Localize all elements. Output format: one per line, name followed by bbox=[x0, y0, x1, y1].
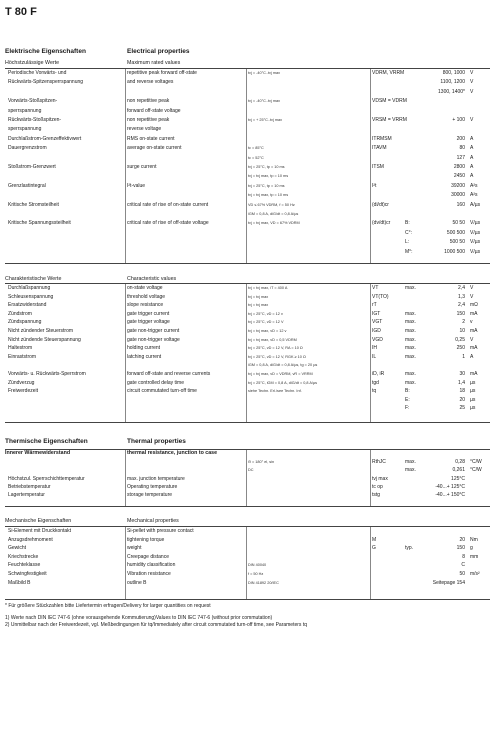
param-value: 2,4 bbox=[458, 285, 465, 291]
param-unit: V bbox=[470, 88, 474, 95]
footnote-1: 1) Werte nach DIN IEC 747-6 (ohne vorausgehende Kommutierung)Values to DIN IEC 747-6 (without prior commutation) bbox=[5, 615, 273, 621]
param-symbol: tstg bbox=[372, 492, 381, 498]
test-condition: iGM = 0,8 A, diG/dt = 0,8 A/µs bbox=[248, 212, 299, 216]
column-divider bbox=[125, 450, 126, 506]
param-unit: V/µs bbox=[470, 229, 481, 236]
param-name-en: non repetitive peak bbox=[127, 98, 170, 105]
column-divider bbox=[246, 69, 247, 263]
param-name-en: tightening torque bbox=[127, 536, 165, 543]
test-condition: f = 50 Hz bbox=[248, 572, 264, 576]
param-value: 1,3 bbox=[458, 293, 465, 300]
param-unit: g bbox=[470, 545, 473, 552]
param-symbol: VT(TO) bbox=[372, 293, 389, 300]
param-name-en: reverse voltage bbox=[127, 126, 162, 133]
subheader-en: Characteristic values bbox=[127, 276, 177, 282]
param-symbol: tvj max bbox=[372, 475, 388, 482]
param-unit: A bbox=[470, 164, 474, 170]
param-name-en: max. junction temperature bbox=[127, 475, 185, 482]
param-name-en: I²t-value bbox=[127, 182, 146, 189]
param-unit: µs bbox=[470, 388, 476, 395]
footnote-star: * Für größere Stückzahlen bitte Liefertermin erfragen/Delivery for larger quantities on request bbox=[5, 603, 211, 609]
test-condition: Θ = 180° el, sin bbox=[248, 460, 275, 465]
section-header-en: Electrical properties bbox=[127, 48, 190, 55]
column-divider bbox=[370, 284, 371, 422]
param-value: 500 500 bbox=[446, 229, 465, 236]
param-name-de: Schleusenspannung bbox=[8, 293, 54, 300]
table-mech bbox=[5, 526, 490, 600]
value-qualifier: max. bbox=[405, 379, 416, 386]
param-name-en: Si-pellet with pressure contact bbox=[127, 528, 194, 534]
param-unit: A bbox=[470, 135, 474, 142]
param-name-en: holding current bbox=[127, 345, 161, 352]
param-name-en: non repetitive peak bbox=[127, 117, 170, 123]
param-value: 8 bbox=[462, 553, 465, 560]
param-name-de: Zündstrom bbox=[8, 310, 32, 317]
param-value: 30000 bbox=[451, 192, 465, 199]
param-unit: mA bbox=[470, 310, 478, 317]
test-condition: tvj = tvj max, vD = VDRM, vR = VRRM bbox=[248, 372, 313, 376]
param-unit: °C/W bbox=[470, 459, 482, 466]
column-divider bbox=[246, 450, 247, 506]
param-name-de: Rückwärts-Stoßspitzen- bbox=[8, 117, 62, 123]
param-value: 39200 bbox=[451, 182, 465, 189]
param-name-en: average on-state current bbox=[127, 145, 182, 152]
param-value: 0,28 bbox=[455, 459, 465, 466]
param-symbol: tq bbox=[372, 388, 377, 395]
param-name-en: Creepage distance bbox=[127, 553, 169, 560]
column-divider bbox=[246, 527, 247, 599]
param-name-en: humidity classification bbox=[127, 562, 176, 569]
param-value: + 100 bbox=[452, 117, 465, 123]
param-unit: µs bbox=[470, 396, 476, 403]
param-name-en: slope resistance bbox=[127, 302, 164, 309]
table-char bbox=[5, 283, 490, 423]
param-unit: V/µs bbox=[470, 248, 481, 255]
column-divider bbox=[370, 527, 371, 599]
param-name-en: gate trigger current bbox=[127, 310, 170, 317]
param-symbol: iD, iR bbox=[372, 371, 385, 377]
param-name-de: Höchstzul. Sperrschichttemperatur bbox=[8, 475, 85, 482]
test-condition: iGM = 0,8 A, diG/dt = 0,8 A/µs, tg = 20 µs bbox=[248, 363, 318, 368]
value-qualifier: M°: bbox=[405, 248, 413, 255]
table-max bbox=[5, 68, 490, 264]
test-condition: tvj = tvj max, VD = 67% VDRM bbox=[248, 221, 300, 226]
param-unit: A/µs bbox=[470, 201, 481, 208]
param-symbol: RthJC bbox=[372, 459, 386, 466]
param-value: 150 bbox=[456, 310, 465, 317]
test-condition: siehe Techn. Erl./see Techn. Inf. bbox=[248, 389, 302, 394]
param-unit: v bbox=[470, 319, 473, 326]
param-name-de: Haltestrom bbox=[8, 345, 33, 352]
param-value: -40...+ 150°C bbox=[435, 492, 465, 498]
param-value: 200 bbox=[456, 135, 465, 142]
param-name-en: RMS on-state current bbox=[127, 135, 175, 142]
test-condition: DC bbox=[248, 468, 254, 473]
param-unit: V bbox=[470, 336, 474, 343]
param-value: 1,4 bbox=[458, 379, 465, 386]
test-condition: DIN 41892 20/IEC bbox=[248, 580, 279, 585]
value-qualifier: B: bbox=[405, 220, 410, 227]
column-divider bbox=[125, 527, 126, 599]
param-name-de: Durchlaßspannung bbox=[8, 285, 51, 291]
param-value: 50 bbox=[459, 571, 465, 577]
param-unit: Nm bbox=[470, 536, 478, 543]
param-unit: V bbox=[470, 79, 474, 86]
param-symbol: IGD bbox=[372, 328, 381, 334]
param-unit: mA bbox=[470, 328, 478, 334]
param-value: 10 bbox=[459, 328, 465, 334]
param-value: 2 bbox=[462, 319, 465, 326]
value-qualifier: E: bbox=[405, 396, 410, 403]
param-symbol: IH bbox=[372, 345, 377, 352]
param-value: 18 bbox=[459, 388, 465, 395]
param-unit: mA bbox=[470, 371, 478, 377]
param-name-en: critical rate of rise of on-state current bbox=[127, 201, 209, 208]
param-value: 160 bbox=[456, 201, 465, 208]
subheader-en: Maximum rated values bbox=[127, 60, 181, 66]
param-unit: V bbox=[470, 293, 474, 300]
param-unit: A²s bbox=[470, 192, 478, 199]
param-value: Seitepage 154 bbox=[432, 579, 465, 586]
value-qualifier: max. bbox=[405, 310, 416, 317]
param-value: 20 bbox=[459, 396, 465, 403]
param-name-de: Schwingfestigkeit bbox=[8, 571, 47, 577]
column-divider bbox=[125, 69, 126, 263]
param-name-de: Ersatzwiderstand bbox=[8, 302, 47, 309]
param-name-en: forward off-state and reverse currents bbox=[127, 371, 211, 377]
param-value: 20 bbox=[459, 536, 465, 543]
param-symbol: tgd bbox=[372, 379, 379, 386]
param-unit: µs bbox=[470, 405, 476, 412]
param-name-de: Feuchteklasse bbox=[8, 562, 41, 569]
param-unit: mA bbox=[470, 345, 478, 352]
test-condition: tvj = 25°C, tp = 10 ms bbox=[248, 183, 285, 188]
param-name-en: Operating temperature bbox=[127, 483, 178, 490]
param-value: 2,4 bbox=[458, 302, 465, 309]
param-name-en: gate controlled delay time bbox=[127, 379, 184, 386]
param-value: 50 50 bbox=[452, 220, 465, 227]
test-condition: tvj = 25°C, tp = 10 ms bbox=[248, 165, 285, 169]
param-value: 0,25 bbox=[455, 336, 465, 343]
param-name-en: latching current bbox=[127, 353, 162, 360]
column-divider bbox=[125, 284, 126, 422]
param-value: 150 bbox=[456, 545, 465, 552]
test-condition: tvj = 25°C, vD = 12 V bbox=[248, 320, 284, 325]
value-qualifier: max. bbox=[405, 319, 416, 326]
param-value: 1100, 1200 bbox=[440, 79, 465, 86]
param-name-de: Kritische Stromsteilheit bbox=[8, 201, 59, 208]
subheader-de: Innerer Wärmewiderstand bbox=[5, 450, 71, 456]
param-symbol: VGT bbox=[372, 319, 383, 326]
param-name-de: Anzugsdrehmoment bbox=[8, 536, 53, 543]
value-qualifier: B: bbox=[405, 388, 410, 395]
param-value: 800, 1000 bbox=[442, 70, 465, 76]
value-qualifier: max. bbox=[405, 353, 416, 360]
footnote-2: 2) Unmittelbar nach der Freiwerdezeit, vgl. Meßbedingungen für tq/Immediately after circuit commutated turn-off time, see Parameters tq bbox=[5, 622, 307, 628]
param-symbol: ITSM bbox=[372, 164, 384, 170]
param-symbol: VT bbox=[372, 285, 379, 291]
value-qualifier: max. bbox=[405, 328, 416, 334]
value-qualifier: max. bbox=[405, 371, 416, 377]
param-name-de: Kritische Spannungssteilheit bbox=[8, 220, 71, 227]
param-unit: mm bbox=[470, 553, 479, 560]
param-name-de: Stoßstrom-Grenzwert bbox=[8, 164, 56, 170]
subheader-en: Mechanical properties bbox=[127, 518, 179, 524]
param-unit: A²s bbox=[470, 182, 478, 189]
param-unit: V bbox=[470, 70, 474, 76]
param-name-de: Dauergrenzstrom bbox=[8, 145, 47, 152]
param-value: 1300, 1400* bbox=[438, 88, 465, 95]
param-name-en: critical rate of rise of off-state voltage bbox=[127, 220, 209, 227]
param-name-de: Nicht zündende Steuerspannung bbox=[8, 336, 81, 343]
param-unit: A bbox=[470, 145, 474, 152]
test-condition: tvj = tvj max bbox=[248, 294, 269, 299]
test-condition: tvj = tvj max, iT = 400 A bbox=[248, 286, 288, 290]
param-symbol: VDSM = VDRM bbox=[372, 98, 407, 105]
section-header-de: Thermische Eigenschaften bbox=[5, 438, 88, 445]
param-value: 2800 bbox=[453, 164, 465, 170]
param-name-en: storage temperature bbox=[127, 492, 173, 498]
param-name-de: Rückwärts-Spitzensperrspannung bbox=[8, 79, 84, 86]
param-symbol: (di/dt)cr bbox=[372, 201, 389, 208]
param-name-de: Maßbild B bbox=[8, 579, 31, 586]
test-condition: tvj = + 25°C..tvj max bbox=[248, 118, 283, 122]
param-name-en: gate non-trigger current bbox=[127, 328, 180, 334]
param-name-de: Vorwärts-Stoßspitzen- bbox=[8, 98, 58, 105]
param-name-de: Lagertemperatur bbox=[8, 492, 45, 498]
param-name-en: threshold voltage bbox=[127, 293, 166, 300]
param-name-en: Vibration resistance bbox=[127, 571, 171, 577]
param-symbol: ITRMSM bbox=[372, 135, 392, 142]
param-symbol: (dv/dt)cr bbox=[372, 220, 391, 227]
param-symbol: tc op bbox=[372, 483, 383, 490]
param-unit: V bbox=[470, 285, 474, 291]
param-value: 1 bbox=[462, 353, 465, 360]
param-name-en: forward off-state voltage bbox=[127, 107, 181, 114]
param-name-de: Kriechstrecke bbox=[8, 553, 39, 560]
param-symbol: VGD bbox=[372, 336, 383, 343]
test-condition: tvj = tvj max, vD = 0,5 VDRM bbox=[248, 337, 297, 342]
param-symbol: M bbox=[372, 536, 377, 543]
param-symbol: I²t bbox=[372, 182, 377, 189]
test-condition: VD ≤ 67% VDRM, f = 50 Hz bbox=[248, 202, 295, 207]
param-name-en: gate non-trigger voltage bbox=[127, 336, 180, 343]
test-condition: DIN 40040 bbox=[248, 563, 267, 568]
param-name-de: Zündspannung bbox=[8, 319, 42, 326]
param-unit: V bbox=[470, 117, 474, 123]
param-name-de: Periodische Vorwärts- und bbox=[8, 70, 67, 76]
param-value: -40...+ 125°C bbox=[435, 483, 465, 490]
param-unit: V/µs bbox=[470, 239, 481, 246]
value-qualifier: max. bbox=[405, 345, 416, 352]
param-name-de: Freiwerdezeit bbox=[8, 388, 39, 395]
param-symbol: IGT bbox=[372, 310, 381, 317]
param-name-de: Durchlaßstrom-Grenzeffektivwert bbox=[8, 135, 82, 142]
subheader-de: Charakteristische Werte bbox=[5, 276, 62, 282]
param-value: 2450 bbox=[453, 173, 465, 180]
param-value: 127 bbox=[456, 154, 465, 161]
page-title: T 80 F bbox=[5, 6, 37, 18]
param-name-en: repetitive peak forward off-state bbox=[127, 70, 197, 76]
param-unit: µs bbox=[470, 379, 476, 386]
param-value: 1000 500 bbox=[444, 248, 465, 255]
subheader-de: Höchstzulässige Werte bbox=[5, 60, 60, 66]
param-name-de: Zündverzug bbox=[8, 379, 35, 386]
value-qualifier: C°: bbox=[405, 229, 412, 236]
test-condition: tvj = 25°C, vD = 12 V, RGK ≥ 10 Ω bbox=[248, 354, 306, 359]
param-name-de: Nicht zündender Steuerstrom bbox=[8, 328, 74, 334]
param-symbol: IL bbox=[372, 353, 377, 360]
param-name-en: gate trigger voltage bbox=[127, 319, 170, 326]
column-divider bbox=[370, 450, 371, 506]
test-condition: tvj = -40°C..tvj max bbox=[248, 71, 281, 75]
param-unit: V/µs bbox=[470, 220, 481, 227]
param-symbol: ITAVM bbox=[372, 145, 387, 152]
value-qualifier: max. bbox=[405, 336, 416, 343]
param-name-de: sperrspannung bbox=[8, 107, 42, 114]
param-name-de: Einraststrom bbox=[8, 353, 37, 360]
param-name-de: Gewicht bbox=[8, 545, 27, 552]
param-symbol: rT bbox=[372, 302, 377, 309]
param-value: 25 bbox=[459, 405, 465, 412]
subheader-en: thermal resistance, junction to case bbox=[127, 450, 218, 456]
param-unit: °C/W bbox=[470, 467, 482, 474]
param-value: 250 bbox=[456, 345, 465, 352]
param-value: 0,261 bbox=[452, 467, 465, 474]
test-condition: tc = 52°C bbox=[248, 155, 264, 160]
value-qualifier: max. bbox=[405, 285, 416, 291]
section-header-de: Elektrische Eigenschaften bbox=[5, 48, 86, 55]
param-value: 500 50 bbox=[449, 239, 465, 246]
param-name-de: Vorwärts- u. Rückwärts-Sperrstrom bbox=[8, 371, 86, 377]
test-condition: tvj = -40°C..tvj max bbox=[248, 99, 281, 104]
column-divider bbox=[370, 69, 371, 263]
value-qualifier: typ. bbox=[405, 545, 414, 552]
test-condition: tvj = tvj max bbox=[248, 303, 269, 308]
param-value: C bbox=[461, 562, 465, 569]
param-unit: m/s² bbox=[470, 571, 480, 577]
test-condition: tvj = tvj max, tp = 10 ms bbox=[248, 174, 289, 179]
test-condition: tvj = tvj max, vD = 12 v bbox=[248, 329, 287, 333]
param-symbol: VRSM = VRRM bbox=[372, 117, 407, 123]
value-qualifier: F: bbox=[405, 405, 410, 412]
value-qualifier: max. bbox=[405, 467, 416, 474]
column-divider bbox=[246, 284, 247, 422]
param-value: 30 bbox=[459, 371, 465, 377]
subheader-de: Mechanische Eigenschaften bbox=[5, 518, 72, 524]
param-name-de: sperrspannung bbox=[8, 126, 42, 133]
param-unit: A bbox=[470, 353, 474, 360]
param-value: 80 bbox=[459, 145, 465, 152]
param-symbol: VDRM, VRRM bbox=[372, 70, 405, 76]
value-qualifier: L: bbox=[405, 239, 410, 246]
param-name-en: on-state voltage bbox=[127, 285, 163, 291]
test-condition: tvj = 25°C, vD = 12 V, RA = 10 Ω bbox=[248, 346, 303, 351]
test-condition: tc = 85°C bbox=[248, 146, 264, 151]
section-header-en: Thermal properties bbox=[127, 438, 186, 445]
param-unit: A bbox=[470, 173, 474, 180]
test-condition: tvj = 25°C, iGM = 0,8 A, diG/dt = 0,8 A/µs bbox=[248, 380, 318, 385]
param-unit: mΩ bbox=[470, 302, 478, 309]
param-name-en: circuit commutated turn-off time bbox=[127, 388, 197, 395]
param-name-en: weight bbox=[127, 545, 142, 552]
test-condition: tvj = tvj max, tp = 10 ms bbox=[248, 193, 289, 198]
test-condition: tvj = 25°C, vD = 12 v bbox=[248, 311, 283, 316]
param-name-en: surge current bbox=[127, 164, 157, 170]
value-qualifier: max. bbox=[405, 459, 416, 466]
param-name-en: and reverse voltages bbox=[127, 79, 174, 86]
table-thermal bbox=[5, 449, 490, 507]
param-name-de: Grenzlastintegral bbox=[8, 182, 46, 189]
param-name-de: Betriebstemperatur bbox=[8, 483, 51, 490]
param-unit: A bbox=[470, 154, 474, 161]
param-symbol: G bbox=[372, 545, 376, 552]
param-name-de: Si-Element mit Druckkontakt bbox=[8, 528, 72, 534]
param-name-en: outline B bbox=[127, 579, 147, 586]
param-value: 125°C bbox=[451, 475, 465, 482]
